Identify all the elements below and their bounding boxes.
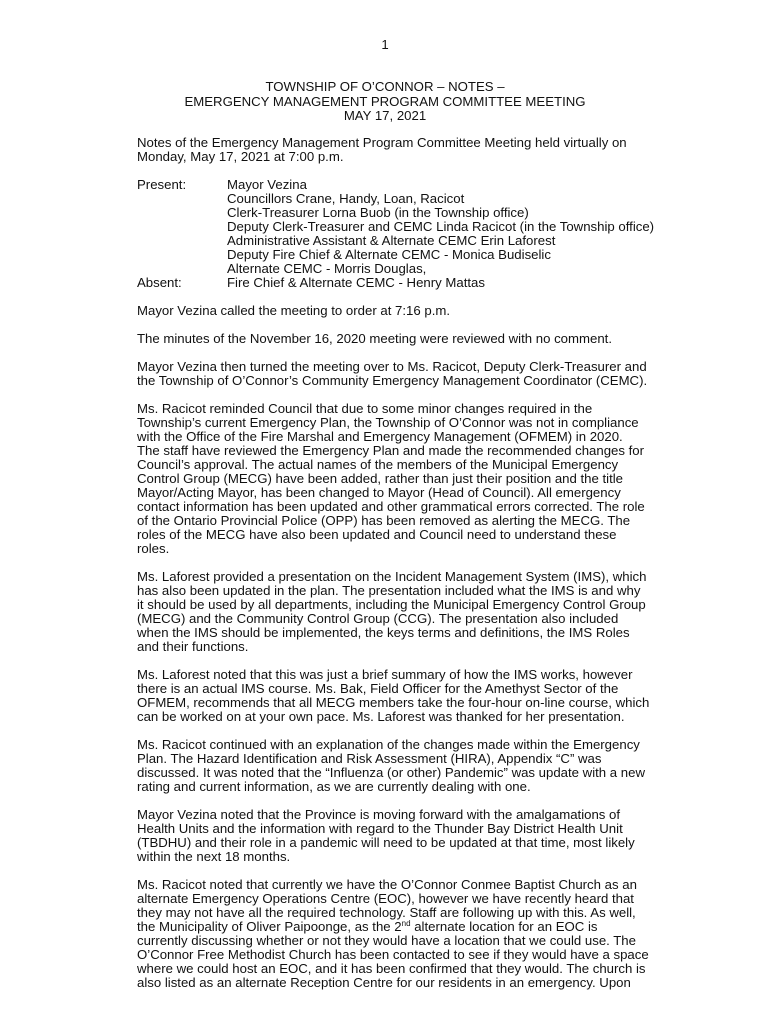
paragraph-ims-course <box>137 668 727 724</box>
page-number: 1 <box>381 37 389 52</box>
text-line: the Township of O’Connor’s Community Emergency Management Coordinator (CEMC). <box>137 373 648 388</box>
text-line: where we could host an EOC, and it has been confirmed that they would. The church is <box>137 961 646 976</box>
text-line: Ms. Racicot reminded Council that due to some minor changes required in the <box>137 401 593 416</box>
attendee: Deputy Clerk-Treasurer and CEMC Linda Racicot (in the Township office) <box>227 219 655 234</box>
paragraph-hira <box>137 738 727 794</box>
paragraph-health-units <box>137 808 727 864</box>
text-line: roles. <box>137 541 170 556</box>
text-line: of the Ontario Provincial Police (OPP) has been removed as alerting the MECG. The <box>137 513 631 528</box>
attendee: Administrative Assistant & Alternate CEMC Erin Laforest <box>227 233 556 248</box>
text-line: Mayor Vezina noted that the Province is moving forward with the amalgamations of <box>137 807 621 822</box>
text-line <box>137 920 727 934</box>
document-title <box>0 80 770 124</box>
text-line: also listed as an alternate Reception Centre for our residents in an emergency. Upon <box>137 975 631 990</box>
text-line: Ms. Racicot continued with an explanation of the changes made within the Emergency <box>137 737 640 752</box>
paragraph-handover <box>137 360 727 388</box>
present-label: Present: <box>137 177 187 192</box>
text-line: Notes of the Emergency Management Program Committee Meeting held virtually on <box>137 135 627 150</box>
text-line: Monday, May 17, 2021 at 7:00 p.m. <box>137 149 344 164</box>
text-line: currently discussing whether or not they would have a location that we could use. The <box>137 933 636 948</box>
text-line: Ms. Racicot noted that currently we have the O’Connor Conmee Baptist Church as an <box>137 877 637 892</box>
text-line: Ms. Laforest noted that this was just a brief summary of how the IMS works, however <box>137 667 633 682</box>
text-line: Mayor Vezina then turned the meeting over to Ms. Racicot, Deputy Clerk-Treasurer and <box>137 359 647 374</box>
text-line: with the Office of the Fire Marshal and Emergency Management (OFMEM) in 2020. <box>137 429 623 444</box>
paragraph-call-to-order <box>137 304 727 318</box>
text-line: there is an actual IMS course. Ms. Bak, Field Officer for the Amethyst Sector of the <box>137 681 619 696</box>
present-list <box>227 178 654 290</box>
text-line: roles of the MECG have also been updated and Council need to understand these <box>137 527 617 542</box>
paragraph-eoc <box>137 878 727 990</box>
absent-label: Absent: <box>137 275 182 290</box>
text-line: alternate Emergency Operations Centre (EOC), however we have recently heard that <box>137 891 634 906</box>
text-line: rating and current information, as we are currently dealing with one. <box>137 779 531 794</box>
text-line: it should be used by all departments, including the Municipal Emergency Control Group <box>137 597 646 612</box>
text-line: (TBDHU) and their role in a pandemic will need to be updated at that time, most likely <box>137 835 635 850</box>
text-line: Health Units and the information with regard to the Thunder Bay District Health Unit <box>137 821 623 836</box>
text-segment: the Municipality of Oliver Paipoonge, as the 2 <box>137 919 402 934</box>
title-line-3: MAY 17, 2021 <box>343 108 427 123</box>
paragraph-ims-presentation <box>137 570 727 654</box>
text-line: and their functions. <box>137 639 249 654</box>
absentee: Fire Chief & Alternate CEMC - Henry Mattas <box>227 275 485 290</box>
text-line: The minutes of the November 16, 2020 meeting were reviewed with no comment. <box>137 331 612 346</box>
paragraph-minutes <box>137 332 727 346</box>
text-segment: alternate location for an EOC is <box>410 919 598 934</box>
text-line: Ms. Laforest provided a presentation on the Incident Management System (IMS), which <box>137 569 647 584</box>
attendee: Clerk-Treasurer Lorna Buob (in the Township office) <box>227 205 529 220</box>
text-line: Control Group (MECG) have been added, rather than just their position and the title <box>137 471 624 486</box>
text-line: within the next 18 months. <box>137 849 291 864</box>
text-line: OFMEM, recommends that all MECG members take the four-hour on-line course, which <box>137 695 650 710</box>
text-line: O’Connor Free Methodist Church has been contacted to see if they would have a space <box>137 947 649 962</box>
text-line: contact information has been updated and other grammatical errors corrected. The role <box>137 499 645 514</box>
attendee: Deputy Fire Chief & Alternate CEMC - Monica Budiselic <box>227 247 551 262</box>
text-line: can be worked on at your own pace. Ms. Laforest was thanked for her presentation. <box>137 709 625 724</box>
text-line: (MECG) and the Community Control Group (CCG). The presentation also included <box>137 611 619 626</box>
intro-paragraph <box>137 136 727 164</box>
text-line: when the IMS should be implemented, the keys terms and definitions, the IMS Roles <box>137 625 630 640</box>
text-line: Council’s approval. The actual names of the members of the Municipal Emergency <box>137 457 619 472</box>
text-line: Plan. The Hazard Identification and Risk Assessment (HIRA), Appendix “C” was <box>137 751 602 766</box>
text-line: Mayor/Acting Mayor, has been changed to Mayor (Head of Council). All emergency <box>137 485 621 500</box>
text-line: has also been updated in the plan. The presentation included what the IMS is and why <box>137 583 641 598</box>
attendee: Mayor Vezina <box>227 177 307 192</box>
text-line: they may not have all the required technology. Staff are following up with this. As well, <box>137 905 636 920</box>
text-line: Mayor Vezina called the meeting to order at 7:16 p.m. <box>137 303 451 318</box>
title-line-2: EMERGENCY MANAGEMENT PROGRAM COMMITTEE MEETING <box>184 93 586 109</box>
title-line-1: TOWNSHIP OF O’CONNOR – NOTES – <box>265 79 505 94</box>
text-line: discussed. It was noted that the “Influenza (or other) Pandemic” was update with a new <box>137 765 645 780</box>
attendee: Alternate CEMC - Morris Douglas, <box>227 261 427 276</box>
text-line: The staff have reviewed the Emergency Plan and made the recommended changes for <box>137 443 645 458</box>
attendee: Councillors Crane, Handy, Loan, Racicot <box>227 191 465 206</box>
text-line: Township’s current Emergency Plan, the Township of O’Connor was not in compliance <box>137 415 639 430</box>
paragraph-emergency-plan <box>137 402 727 556</box>
ordinal-superscript: nd <box>401 919 411 928</box>
